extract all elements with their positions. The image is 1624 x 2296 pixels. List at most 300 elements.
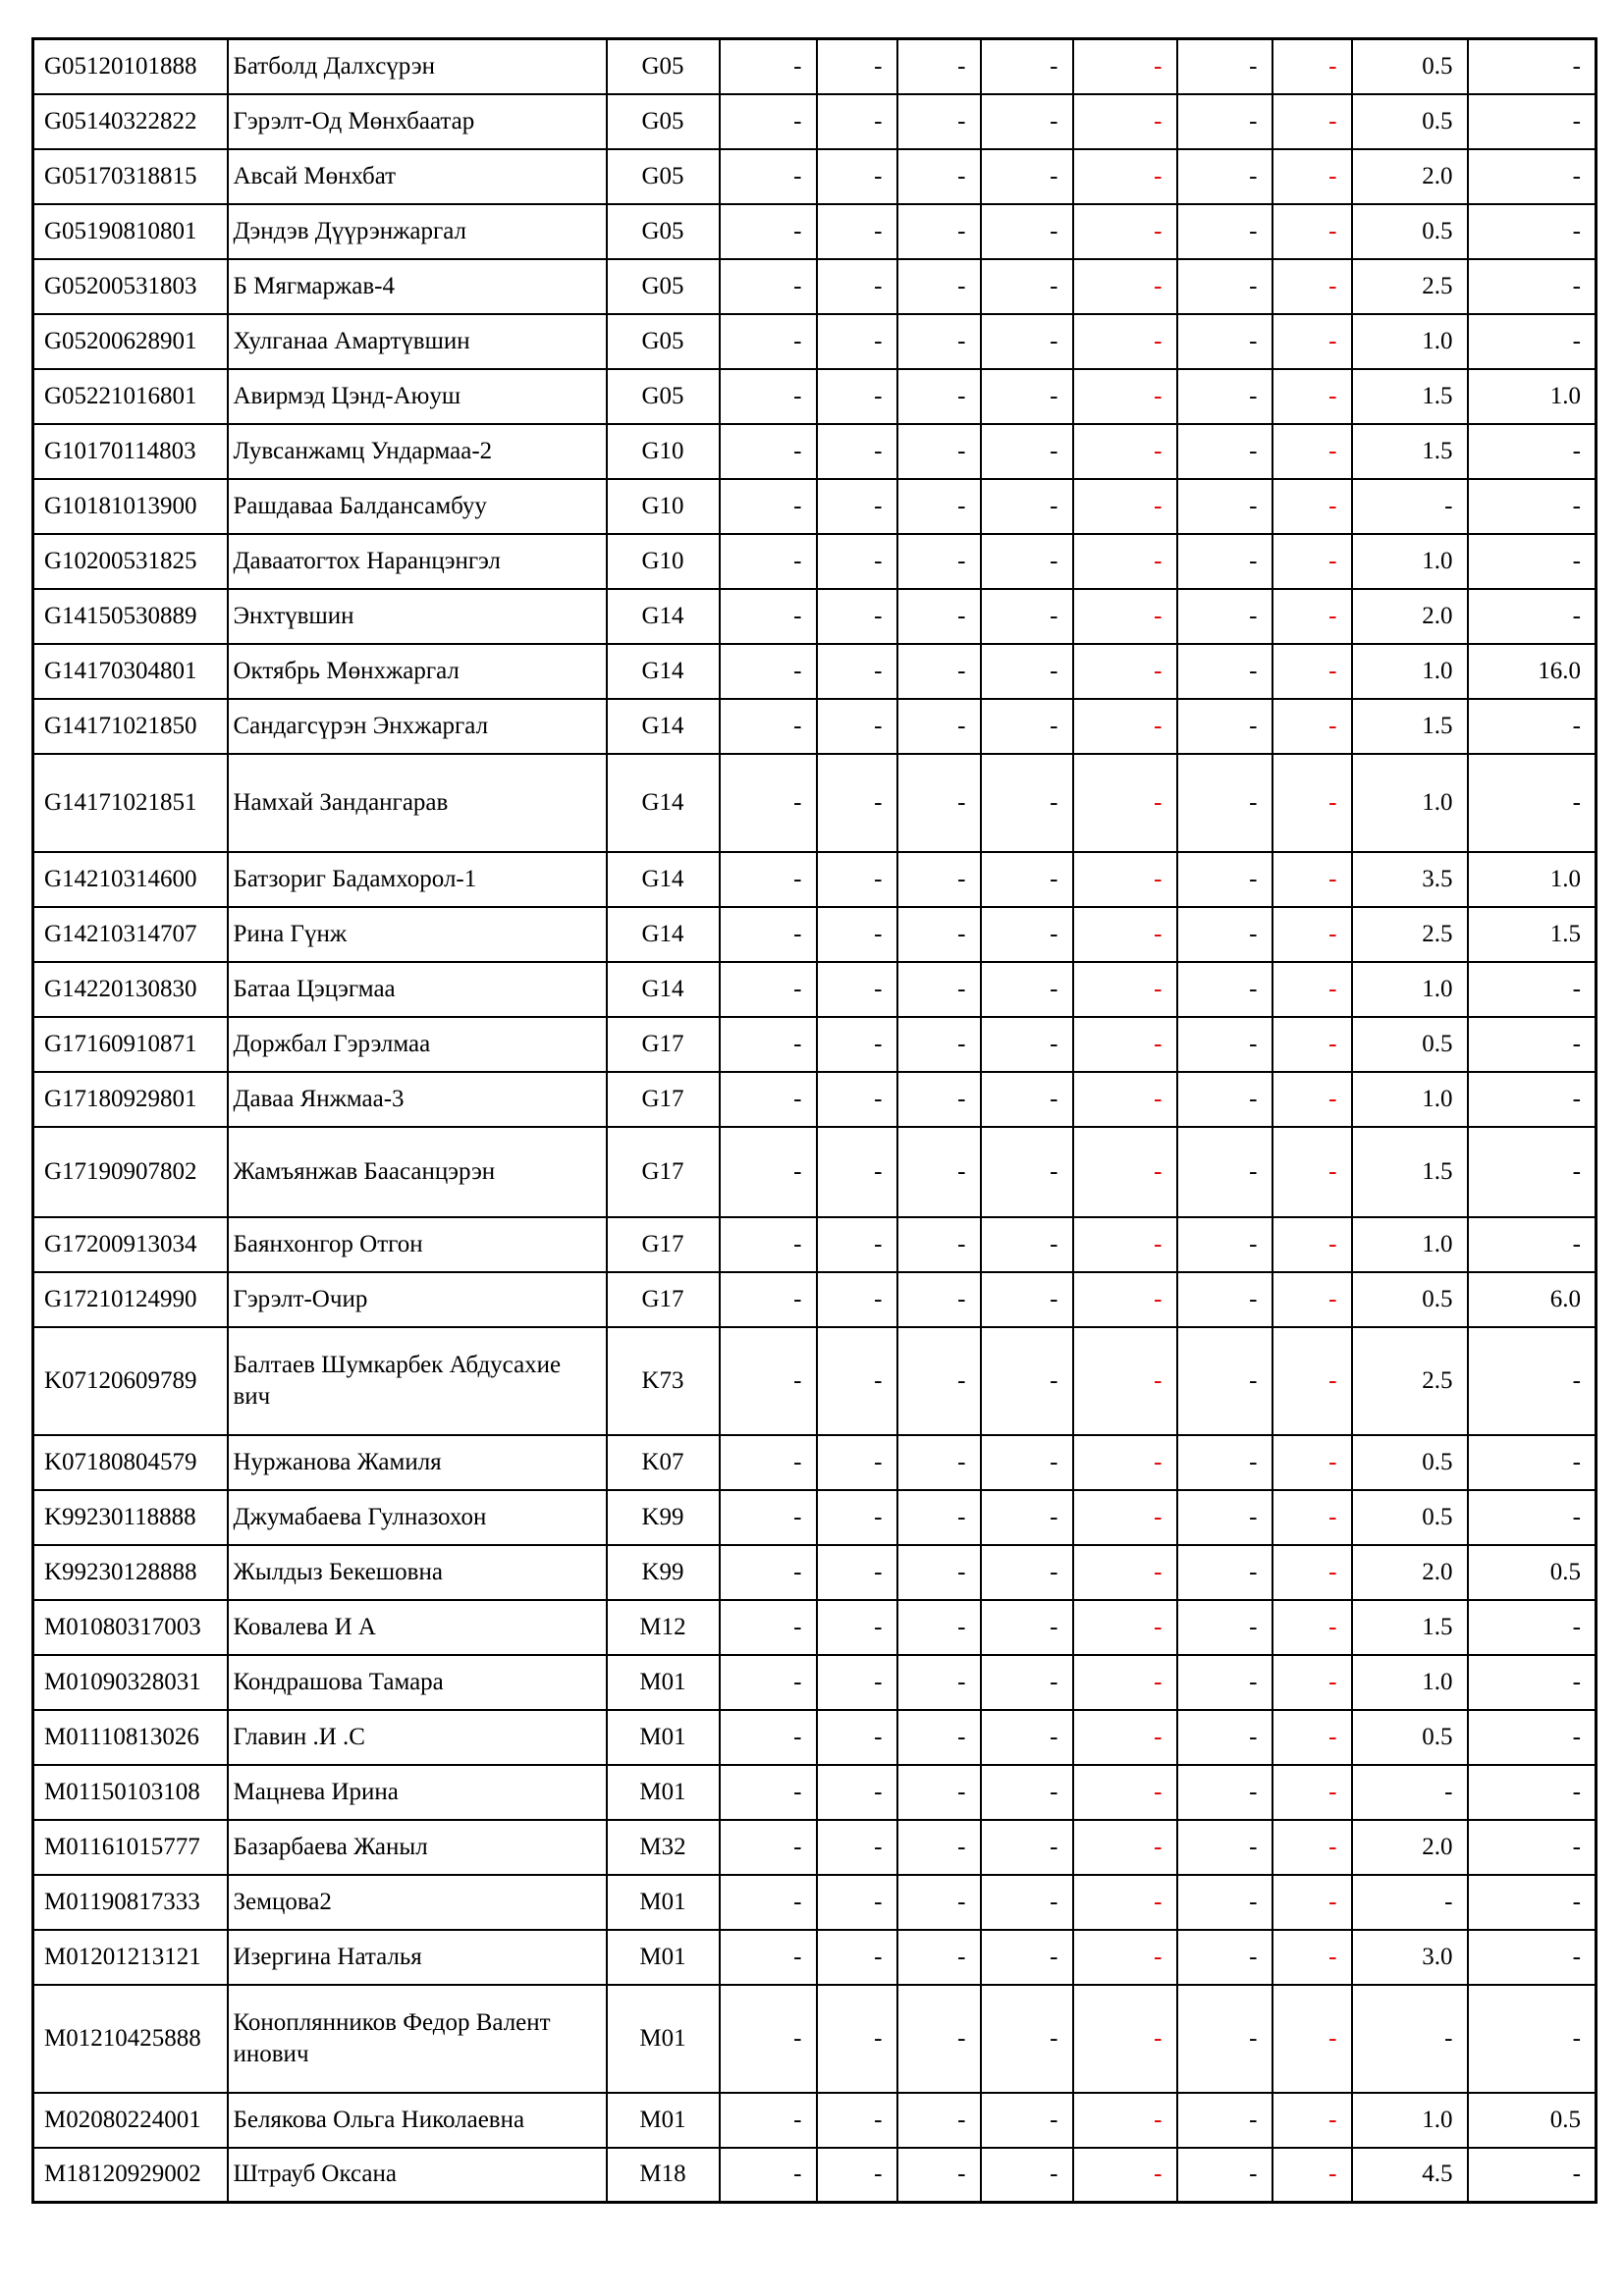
cell-value: - (1177, 1272, 1272, 1327)
cell-value: - (981, 1217, 1073, 1272)
cell-value: - (981, 907, 1073, 962)
table-row (33, 1655, 1597, 1710)
cell-value: - (1177, 1710, 1272, 1765)
cell-value: - (1073, 1765, 1177, 1820)
cell-value: - (897, 1930, 981, 1985)
cell-value: - (981, 1765, 1073, 1820)
cell-code: K99 (607, 1490, 720, 1545)
cell-value: - (897, 1217, 981, 1272)
cell-value: - (1073, 369, 1177, 424)
cell-value: - (981, 1930, 1073, 1985)
cell-name: Даваа Янжмаа-3 (228, 1072, 607, 1127)
table-row (33, 1072, 1597, 1127)
cell-value: 0.5 (1352, 1435, 1468, 1490)
cell-value: - (1073, 479, 1177, 534)
cell-name: Хулганаа Амартүвшин (228, 314, 607, 369)
cell-value: - (897, 1435, 981, 1490)
cell-code: G14 (607, 907, 720, 962)
cell-value: - (1272, 1435, 1352, 1490)
table-row (33, 1435, 1597, 1490)
cell-value: - (1272, 754, 1352, 852)
cell-value: - (1177, 754, 1272, 852)
cell-value: 1.0 (1352, 2093, 1468, 2148)
cell-value: - (1272, 1327, 1352, 1435)
cell-value: - (1073, 39, 1177, 94)
cell-value: - (1468, 1017, 1597, 1072)
cell-value: - (817, 1930, 897, 1985)
cell-value: 2.0 (1352, 1545, 1468, 1600)
cell-name: Базарбаева Жаныл (228, 1820, 607, 1875)
cell-value: - (817, 2148, 897, 2203)
cell-value: 3.5 (1352, 852, 1468, 907)
cell-value: - (897, 149, 981, 204)
table-row (33, 1127, 1597, 1217)
cell-value: 1.5 (1468, 907, 1597, 962)
cell-value: - (1272, 314, 1352, 369)
cell-value: 1.5 (1352, 699, 1468, 754)
cell-value: - (1468, 1600, 1597, 1655)
cell-value: - (1468, 962, 1597, 1017)
cell-value: - (817, 1875, 897, 1930)
cell-value: - (897, 644, 981, 699)
cell-id: M01090328031 (33, 1655, 228, 1710)
cell-value: - (981, 852, 1073, 907)
cell-value: - (1073, 1710, 1177, 1765)
cell-value: - (897, 534, 981, 589)
cell-name: Авирмэд Цэнд-Аюуш (228, 369, 607, 424)
cell-name: Гэрэлт-Очир (228, 1272, 607, 1327)
cell-name: Дэндэв Дүүрэнжаргал (228, 204, 607, 259)
cell-value: - (720, 1327, 817, 1435)
cell-value: 0.5 (1352, 1710, 1468, 1765)
cell-value: - (720, 1765, 817, 1820)
cell-value: - (817, 962, 897, 1017)
table-row (33, 39, 1597, 94)
table-row (33, 1600, 1597, 1655)
cell-value: - (981, 39, 1073, 94)
cell-value: - (1468, 424, 1597, 479)
cell-value: 1.0 (1468, 369, 1597, 424)
cell-code: G05 (607, 314, 720, 369)
cell-value: - (720, 2093, 817, 2148)
cell-value: - (720, 94, 817, 149)
cell-value: - (817, 907, 897, 962)
cell-name: Батаа Цэцэгмаа (228, 962, 607, 1017)
cell-value: - (720, 534, 817, 589)
cell-value: 2.0 (1352, 1820, 1468, 1875)
cell-code: G17 (607, 1272, 720, 1327)
cell-value: - (1177, 907, 1272, 962)
cell-value: 0.5 (1352, 204, 1468, 259)
cell-value: - (1468, 39, 1597, 94)
cell-value: - (1177, 1017, 1272, 1072)
cell-value: - (1272, 1272, 1352, 1327)
cell-value: - (1272, 1217, 1352, 1272)
cell-value: - (981, 534, 1073, 589)
cell-id: M01080317003 (33, 1600, 228, 1655)
cell-value: - (897, 1127, 981, 1217)
cell-value: - (897, 1820, 981, 1875)
cell-value: - (1177, 534, 1272, 589)
cell-value: - (1177, 1600, 1272, 1655)
cell-value: - (720, 2148, 817, 2203)
table-row (33, 1710, 1597, 1765)
cell-value: - (720, 1435, 817, 1490)
table-row (33, 259, 1597, 314)
cell-value: - (1073, 852, 1177, 907)
cell-value: - (981, 259, 1073, 314)
cell-name: Ковалева И А (228, 1600, 607, 1655)
cell-value: - (720, 907, 817, 962)
cell-value: - (720, 1710, 817, 1765)
cell-id: K99230118888 (33, 1490, 228, 1545)
cell-value: - (1272, 204, 1352, 259)
cell-value: - (817, 1272, 897, 1327)
cell-code: G05 (607, 39, 720, 94)
cell-value: - (1073, 1985, 1177, 2093)
cell-code: G17 (607, 1217, 720, 1272)
cell-value: 2.0 (1352, 589, 1468, 644)
cell-code: G10 (607, 424, 720, 479)
cell-name: Рина Гүнж (228, 907, 607, 962)
cell-value: - (1352, 1985, 1468, 2093)
cell-value: - (1177, 1930, 1272, 1985)
cell-value: - (1177, 1655, 1272, 1710)
cell-value: - (1468, 1072, 1597, 1127)
cell-value: - (897, 1765, 981, 1820)
cell-value: 2.0 (1352, 149, 1468, 204)
cell-name: Джумабаева Гулназохон (228, 1490, 607, 1545)
cell-name: Батзориг Бадамхорол-1 (228, 852, 607, 907)
cell-value: - (1272, 1985, 1352, 2093)
cell-value: - (817, 589, 897, 644)
cell-code: M01 (607, 1985, 720, 2093)
cell-value: - (1468, 2148, 1597, 2203)
cell-value: - (720, 1217, 817, 1272)
cell-value: - (1272, 259, 1352, 314)
cell-value: - (1177, 1765, 1272, 1820)
table-row (33, 962, 1597, 1017)
cell-id: G05140322822 (33, 94, 228, 149)
cell-value: - (1468, 699, 1597, 754)
cell-value: - (1073, 1875, 1177, 1930)
cell-name: Намхай Зандангарав (228, 754, 607, 852)
cell-value: - (897, 259, 981, 314)
cell-value: - (1468, 94, 1597, 149)
cell-value: - (897, 754, 981, 852)
cell-value: 1.5 (1352, 424, 1468, 479)
cell-name: Балтаев Шумкарбек Абдусахие вич (228, 1327, 607, 1435)
cell-value: - (897, 424, 981, 479)
cell-id: K07180804579 (33, 1435, 228, 1490)
cell-value: - (817, 1820, 897, 1875)
cell-name: Коноплянников Федор Валент инович (228, 1985, 607, 2093)
cell-value: - (1177, 94, 1272, 149)
cell-code: M01 (607, 1655, 720, 1710)
cell-value: - (981, 1017, 1073, 1072)
cell-value: - (981, 1327, 1073, 1435)
cell-name: Изергина Наталья (228, 1930, 607, 1985)
cell-value: 0.5 (1468, 2093, 1597, 2148)
cell-value: - (981, 1600, 1073, 1655)
cell-value: - (1073, 1127, 1177, 1217)
cell-value: - (1177, 39, 1272, 94)
cell-value: - (720, 1272, 817, 1327)
cell-code: M01 (607, 1930, 720, 1985)
cell-value: - (897, 2148, 981, 2203)
table-row (33, 1017, 1597, 1072)
table-row (33, 204, 1597, 259)
cell-value: - (1468, 1217, 1597, 1272)
table-row (33, 94, 1597, 149)
cell-value: - (720, 1127, 817, 1217)
cell-value: - (1468, 589, 1597, 644)
cell-value: 3.0 (1352, 1930, 1468, 1985)
cell-id: M01210425888 (33, 1985, 228, 2093)
cell-value: - (897, 94, 981, 149)
cell-id: G17210124990 (33, 1272, 228, 1327)
cell-value: - (817, 852, 897, 907)
cell-value: 2.5 (1352, 907, 1468, 962)
cell-value: - (817, 1127, 897, 1217)
cell-value: - (817, 1985, 897, 2093)
cell-id: G10181013900 (33, 479, 228, 534)
cell-value: - (1352, 1765, 1468, 1820)
cell-value: - (817, 644, 897, 699)
cell-value: - (1073, 1435, 1177, 1490)
cell-value: - (897, 589, 981, 644)
table-body (33, 39, 1597, 2203)
cell-value: - (720, 962, 817, 1017)
cell-value: - (720, 479, 817, 534)
cell-value: - (981, 1272, 1073, 1327)
cell-value: - (817, 479, 897, 534)
cell-code: M18 (607, 2148, 720, 2203)
cell-value: - (1177, 1327, 1272, 1435)
cell-value: - (897, 1272, 981, 1327)
cell-value: - (1468, 754, 1597, 852)
cell-value: - (981, 369, 1073, 424)
cell-id: K07120609789 (33, 1327, 228, 1435)
cell-value: - (720, 1985, 817, 2093)
cell-id: G14171021851 (33, 754, 228, 852)
cell-value: - (817, 1765, 897, 1820)
cell-value: - (1177, 589, 1272, 644)
table-row (33, 479, 1597, 534)
cell-id: G10200531825 (33, 534, 228, 589)
cell-value: - (981, 204, 1073, 259)
cell-code: M01 (607, 1875, 720, 1930)
cell-value: - (1468, 204, 1597, 259)
cell-value: - (1177, 204, 1272, 259)
cell-id: G05190810801 (33, 204, 228, 259)
cell-value: - (720, 1545, 817, 1600)
cell-code: M01 (607, 2093, 720, 2148)
cell-value: - (897, 1710, 981, 1765)
cell-value: - (1073, 1655, 1177, 1710)
cell-value: - (817, 1017, 897, 1072)
cell-value: 4.5 (1352, 2148, 1468, 2203)
data-table (31, 37, 1597, 2204)
cell-value: - (720, 369, 817, 424)
cell-value: - (981, 2148, 1073, 2203)
cell-name: Жылдыз Бекешовна (228, 1545, 607, 1600)
cell-code: G14 (607, 589, 720, 644)
cell-id: M18120929002 (33, 2148, 228, 2203)
cell-value: - (720, 149, 817, 204)
table-row (33, 2148, 1597, 2203)
cell-value: - (1468, 314, 1597, 369)
cell-code: G17 (607, 1127, 720, 1217)
cell-value: - (1073, 149, 1177, 204)
cell-value: - (817, 259, 897, 314)
cell-name: Октябрь Мөнхжаргал (228, 644, 607, 699)
cell-value: - (897, 1600, 981, 1655)
cell-value: - (817, 39, 897, 94)
cell-value: - (1468, 479, 1597, 534)
cell-value: - (1272, 1765, 1352, 1820)
cell-id: M02080224001 (33, 2093, 228, 2148)
cell-value: 2.5 (1352, 259, 1468, 314)
cell-value: - (1073, 204, 1177, 259)
cell-value: - (897, 314, 981, 369)
cell-value: 0.5 (1352, 1017, 1468, 1072)
cell-value: - (1177, 699, 1272, 754)
cell-name: Кондрашова Тамара (228, 1655, 607, 1710)
cell-code: G05 (607, 94, 720, 149)
cell-value: - (981, 1820, 1073, 1875)
cell-name: Сандагсүрэн Энхжаргал (228, 699, 607, 754)
cell-value: - (1177, 1985, 1272, 2093)
cell-name: Земцова2 (228, 1875, 607, 1930)
table-row (33, 369, 1597, 424)
cell-name: Главин .И .С (228, 1710, 607, 1765)
cell-value: - (981, 1127, 1073, 1217)
cell-value: - (1177, 149, 1272, 204)
cell-value: - (720, 1875, 817, 1930)
cell-value: - (1073, 1490, 1177, 1545)
cell-value: - (1073, 1600, 1177, 1655)
cell-value: - (1272, 1930, 1352, 1985)
cell-value: - (1468, 1490, 1597, 1545)
cell-value: 0.5 (1352, 1272, 1468, 1327)
cell-value: - (817, 699, 897, 754)
cell-code: M32 (607, 1820, 720, 1875)
cell-value: - (981, 314, 1073, 369)
cell-value: - (817, 1600, 897, 1655)
cell-name: Лувсанжамц Ундармаа-2 (228, 424, 607, 479)
cell-value: 1.0 (1352, 1072, 1468, 1127)
cell-value: - (1177, 1217, 1272, 1272)
cell-value: 6.0 (1468, 1272, 1597, 1327)
cell-id: G14170304801 (33, 644, 228, 699)
table-row (33, 1490, 1597, 1545)
cell-value: - (897, 1490, 981, 1545)
table-row (33, 1875, 1597, 1930)
cell-id: M01201213121 (33, 1930, 228, 1985)
cell-id: K99230128888 (33, 1545, 228, 1600)
cell-value: - (1272, 369, 1352, 424)
cell-value: - (1073, 2148, 1177, 2203)
cell-id: G05120101888 (33, 39, 228, 94)
cell-code: G14 (607, 754, 720, 852)
cell-value: 1.0 (1352, 644, 1468, 699)
table-row (33, 149, 1597, 204)
cell-value: - (981, 1710, 1073, 1765)
cell-name: Белякова Ольга Николаевна (228, 2093, 607, 2148)
cell-value: - (897, 1655, 981, 1710)
cell-value: - (897, 2093, 981, 2148)
cell-name: Даваатогтох Наранцэнгэл (228, 534, 607, 589)
table-row (33, 754, 1597, 852)
cell-code: K73 (607, 1327, 720, 1435)
cell-value: - (1177, 1072, 1272, 1127)
cell-value: - (720, 754, 817, 852)
cell-value: - (1177, 1545, 1272, 1600)
cell-code: G10 (607, 534, 720, 589)
cell-value: - (1073, 314, 1177, 369)
cell-value: - (1177, 479, 1272, 534)
cell-value: - (1272, 907, 1352, 962)
cell-value: - (1468, 1710, 1597, 1765)
cell-value: - (1272, 149, 1352, 204)
cell-id: G17180929801 (33, 1072, 228, 1127)
cell-id: G10170114803 (33, 424, 228, 479)
cell-value: - (1073, 644, 1177, 699)
cell-value: - (817, 1710, 897, 1765)
cell-value: - (720, 1930, 817, 1985)
cell-id: G14171021850 (33, 699, 228, 754)
cell-value: - (817, 1327, 897, 1435)
cell-value: - (981, 1655, 1073, 1710)
cell-value: 1.0 (1352, 754, 1468, 852)
cell-value: - (817, 1217, 897, 1272)
cell-value: - (817, 1072, 897, 1127)
cell-value: - (1468, 1875, 1597, 1930)
cell-value: - (817, 94, 897, 149)
cell-value: - (1468, 1985, 1597, 2093)
cell-value: - (1073, 1017, 1177, 1072)
cell-value: - (897, 699, 981, 754)
cell-value: - (1272, 1600, 1352, 1655)
cell-id: G17190907802 (33, 1127, 228, 1217)
cell-value: - (1073, 699, 1177, 754)
cell-value: - (817, 534, 897, 589)
cell-id: G05221016801 (33, 369, 228, 424)
cell-value: - (1177, 1875, 1272, 1930)
cell-value: - (720, 1655, 817, 1710)
cell-code: G17 (607, 1017, 720, 1072)
cell-value: - (720, 204, 817, 259)
cell-value: - (981, 1490, 1073, 1545)
cell-name: Жамъянжав Баасанцэрэн (228, 1127, 607, 1217)
cell-value: - (1272, 1072, 1352, 1127)
cell-value: - (1073, 1820, 1177, 1875)
table-row (33, 534, 1597, 589)
cell-value: - (720, 644, 817, 699)
cell-value: - (981, 962, 1073, 1017)
cell-value: - (897, 1985, 981, 2093)
cell-id: M01161015777 (33, 1820, 228, 1875)
cell-value: 1.5 (1352, 369, 1468, 424)
cell-value: - (1468, 1327, 1597, 1435)
cell-value: - (720, 1017, 817, 1072)
cell-name: Доржбал Гэрэлмаа (228, 1017, 607, 1072)
cell-value: - (817, 314, 897, 369)
cell-value: 16.0 (1468, 644, 1597, 699)
cell-value: - (720, 1600, 817, 1655)
table-row (33, 644, 1597, 699)
